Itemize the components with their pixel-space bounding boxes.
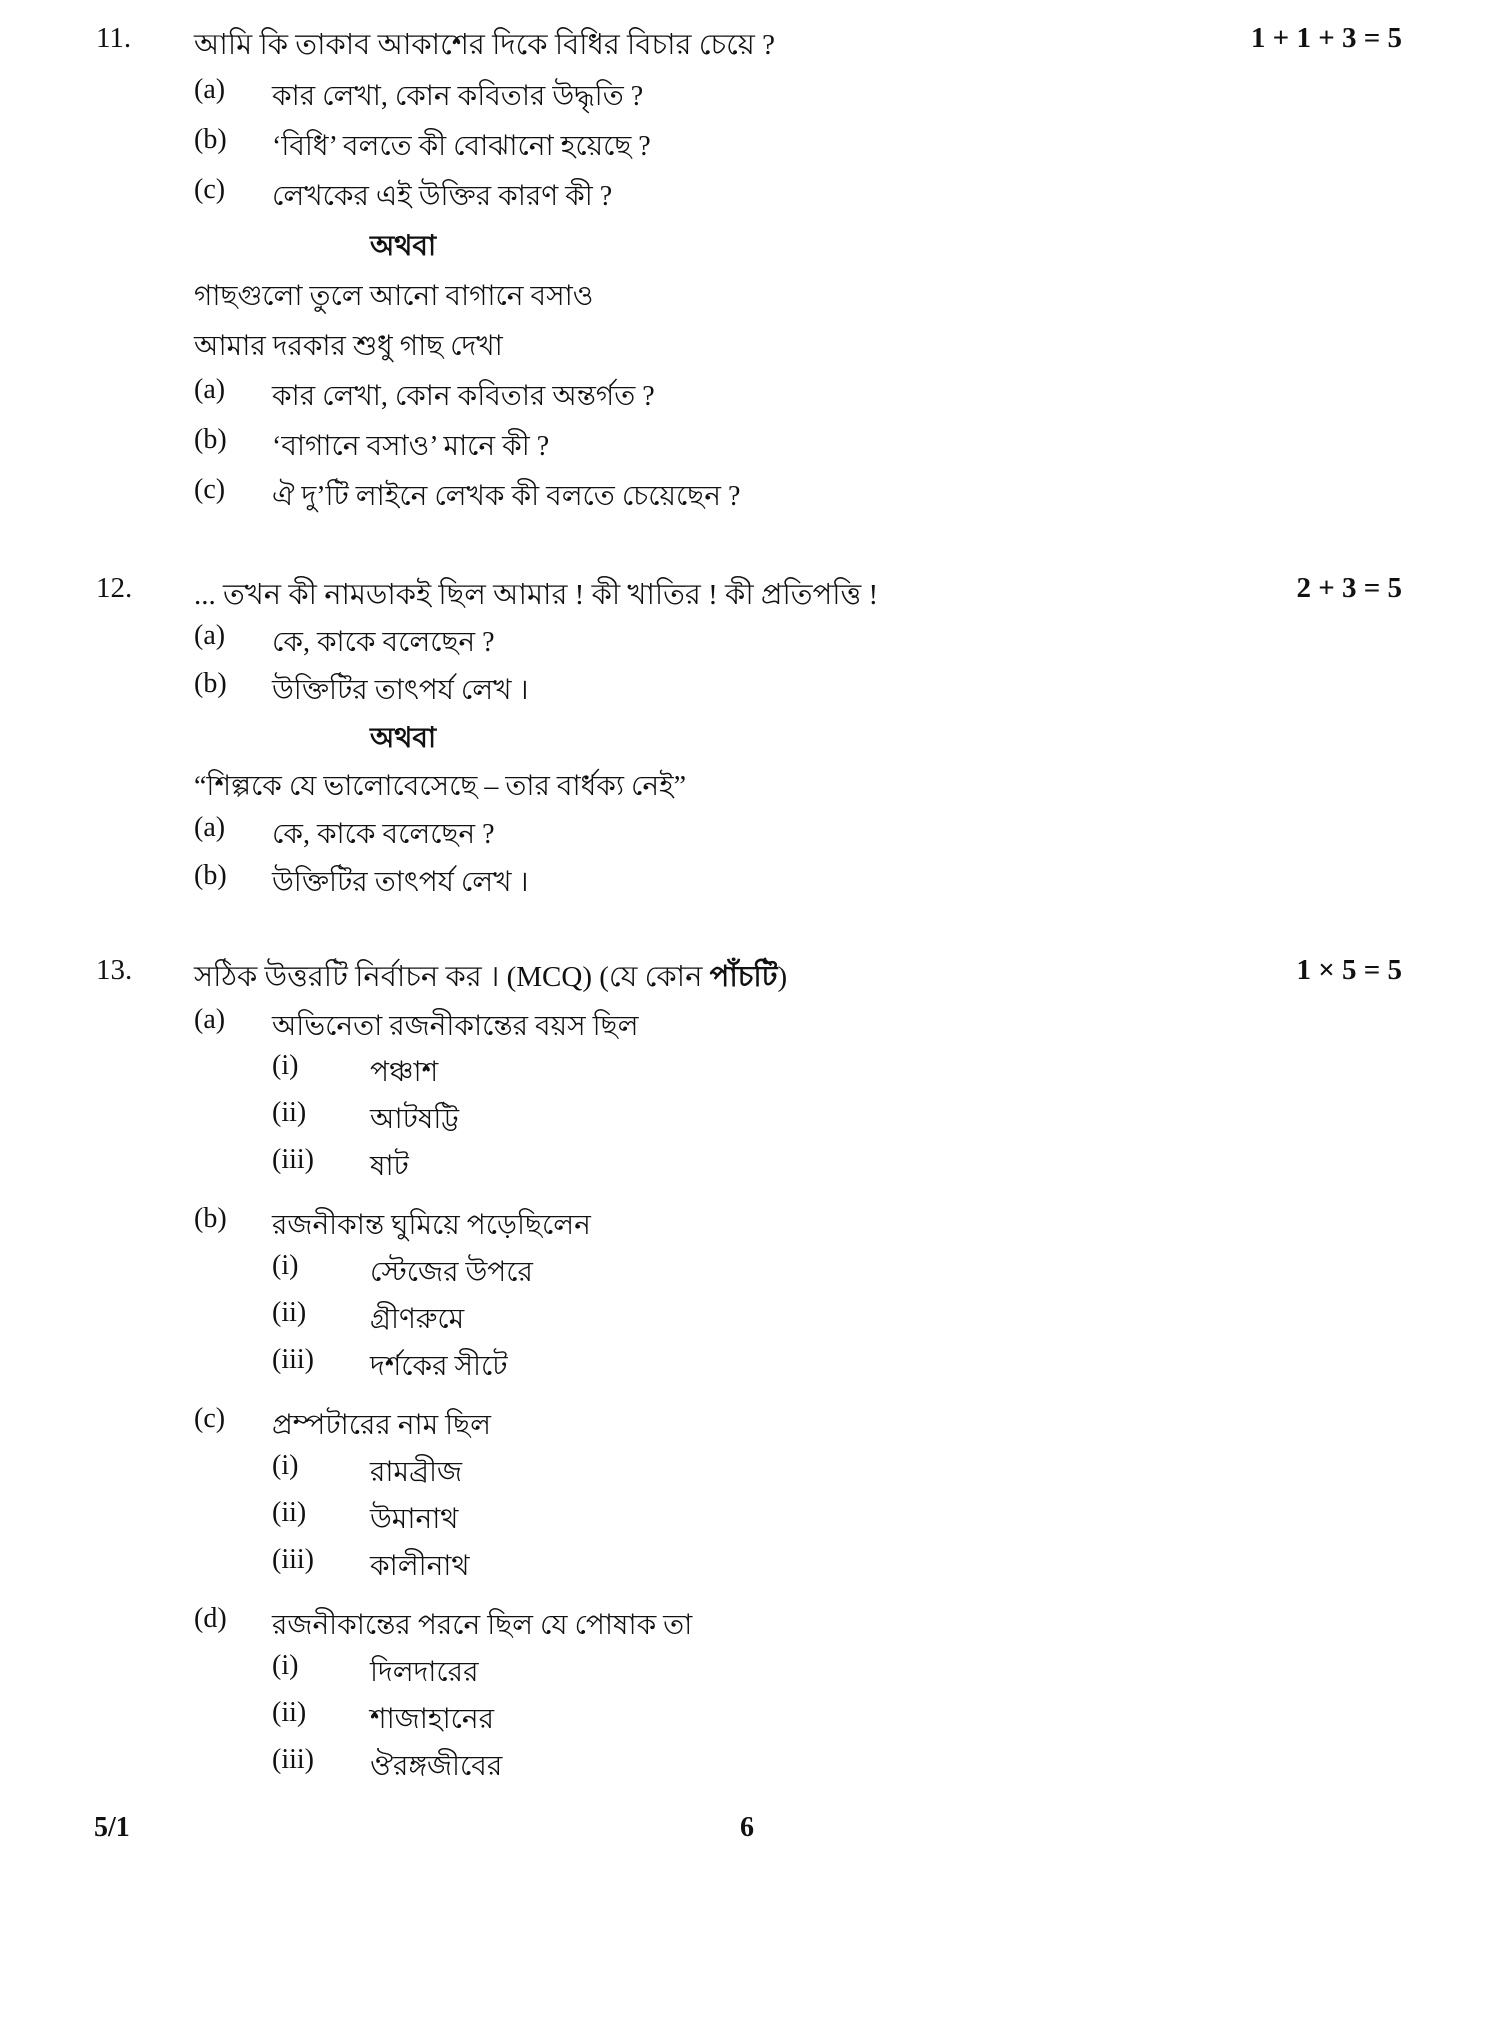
option-label: (i) xyxy=(272,1650,299,1681)
part-text: উক্তিটির তাৎপর্য লেখ । xyxy=(272,675,529,706)
part-text: ঐ দু’টি লাইনে লেখক কী বলতে চেয়েছেন ? xyxy=(272,481,741,512)
marks-allocation: 1 × 5 = 5 xyxy=(1296,954,1402,986)
part-text: উক্তিটির তাৎপর্য লেখ । xyxy=(272,867,529,898)
option-text: কালীনাথ xyxy=(370,1551,470,1582)
option-label: (ii) xyxy=(272,1297,307,1328)
option-label: (i) xyxy=(272,1050,299,1081)
or-divider: অথবা xyxy=(370,723,437,754)
item-text: অভিনেতা রজনীকান্তের বয়স ছিল xyxy=(272,1011,639,1042)
item-text: রজনীকান্তের পরনে ছিল যে পোষাক তা xyxy=(272,1610,693,1641)
part-label: (c) xyxy=(194,174,226,205)
marks-allocation: 2 + 3 = 5 xyxy=(1296,572,1402,604)
option-text: দর্শকের সীটে xyxy=(370,1351,508,1382)
marks-allocation: 1 + 1 + 3 = 5 xyxy=(1250,22,1402,54)
option-label: (ii) xyxy=(272,1497,307,1528)
item-text: রজনীকান্ত ঘুমিয়ে পড়েছিলেন xyxy=(272,1210,591,1241)
item-label: (b) xyxy=(194,1203,227,1234)
paper-code: 5/1 xyxy=(94,1812,130,1843)
option-text: শাজাহানের xyxy=(370,1704,495,1735)
part-label: (b) xyxy=(194,124,227,155)
option-text: আটষট্টি xyxy=(370,1104,460,1135)
quote-line: আমার দরকার শুধু গাছ দেখা xyxy=(194,331,503,362)
part-label: (a) xyxy=(194,374,226,405)
quote-line: গাছগুলো তুলে আনো বাগানে বসাও xyxy=(194,281,594,312)
option-text: দিলদারের xyxy=(370,1657,479,1688)
option-label: (ii) xyxy=(272,1097,307,1128)
option-text: উমানাথ xyxy=(370,1504,459,1535)
part-text: কে, কাকে বলেছেন ? xyxy=(272,819,495,850)
question-stem: ... তখন কী নামডাকই ছিল আমার ! কী খাতির ! কী প্রতিপত্তি ! xyxy=(194,579,879,611)
part-label: (c) xyxy=(194,474,226,505)
option-label: (iii) xyxy=(272,1544,314,1575)
quote-line: “শিল্পকে যে ভালোবেসেছে – তার বার্ধক্য নেই” xyxy=(194,771,687,802)
option-label: (i) xyxy=(272,1250,299,1281)
option-text: স্টেজের উপরে xyxy=(370,1257,533,1288)
part-label: (b) xyxy=(194,668,227,699)
part-text: কার লেখা, কোন কবিতার উদ্ধৃতি ? xyxy=(272,81,644,112)
part-label: (a) xyxy=(194,620,226,651)
part-text: ‘বিধি’ বলতে কী বোঝানো হয়েছে ? xyxy=(272,131,651,162)
option-text: রামব্রীজ xyxy=(370,1457,463,1488)
option-label: (iii) xyxy=(272,1344,314,1375)
stem-suffix: ) xyxy=(777,961,788,993)
item-text: প্রম্পটারের নাম ছিল xyxy=(272,1410,491,1441)
part-label: (b) xyxy=(194,424,227,455)
option-text: গ্রীণরুমে xyxy=(370,1304,465,1335)
option-label: (ii) xyxy=(272,1697,307,1728)
option-label: (iii) xyxy=(272,1744,314,1775)
part-label: (a) xyxy=(194,812,226,843)
item-label: (a) xyxy=(194,1004,226,1035)
page-number: 6 xyxy=(740,1812,754,1843)
question-number: 11. xyxy=(96,22,132,54)
question-number: 12. xyxy=(96,572,133,604)
question-number: 13. xyxy=(96,954,133,986)
stem-prefix: সঠিক উত্তরটি নির্বাচন কর । (MCQ) (যে কোন xyxy=(194,961,710,993)
stem-emphasis: পাঁচটি xyxy=(709,961,778,993)
part-text: লেখকের এই উক্তির কারণ কী ? xyxy=(272,181,613,212)
option-label: (iii) xyxy=(272,1144,314,1175)
question-stem: আমি কি তাকাব আকাশের দিকে বিধির বিচার চেয়ে ? xyxy=(194,29,775,61)
part-label: (b) xyxy=(194,860,227,891)
option-label: (i) xyxy=(272,1450,299,1481)
part-text: কার লেখা, কোন কবিতার অন্তর্গত ? xyxy=(272,381,655,412)
option-text: ঔরঙ্গজীবের xyxy=(370,1751,503,1782)
part-label: (a) xyxy=(194,74,226,105)
option-text: ষাট xyxy=(370,1151,409,1182)
question-stem xyxy=(194,954,787,1003)
item-label: (c) xyxy=(194,1403,226,1434)
item-label: (d) xyxy=(194,1603,227,1634)
part-text: ‘বাগানে বসাও’ মানে কী ? xyxy=(272,431,550,462)
option-text: পঞ্চাশ xyxy=(370,1057,439,1088)
part-text: কে, কাকে বলেছেন ? xyxy=(272,627,495,658)
or-divider: অথবা xyxy=(370,231,437,262)
